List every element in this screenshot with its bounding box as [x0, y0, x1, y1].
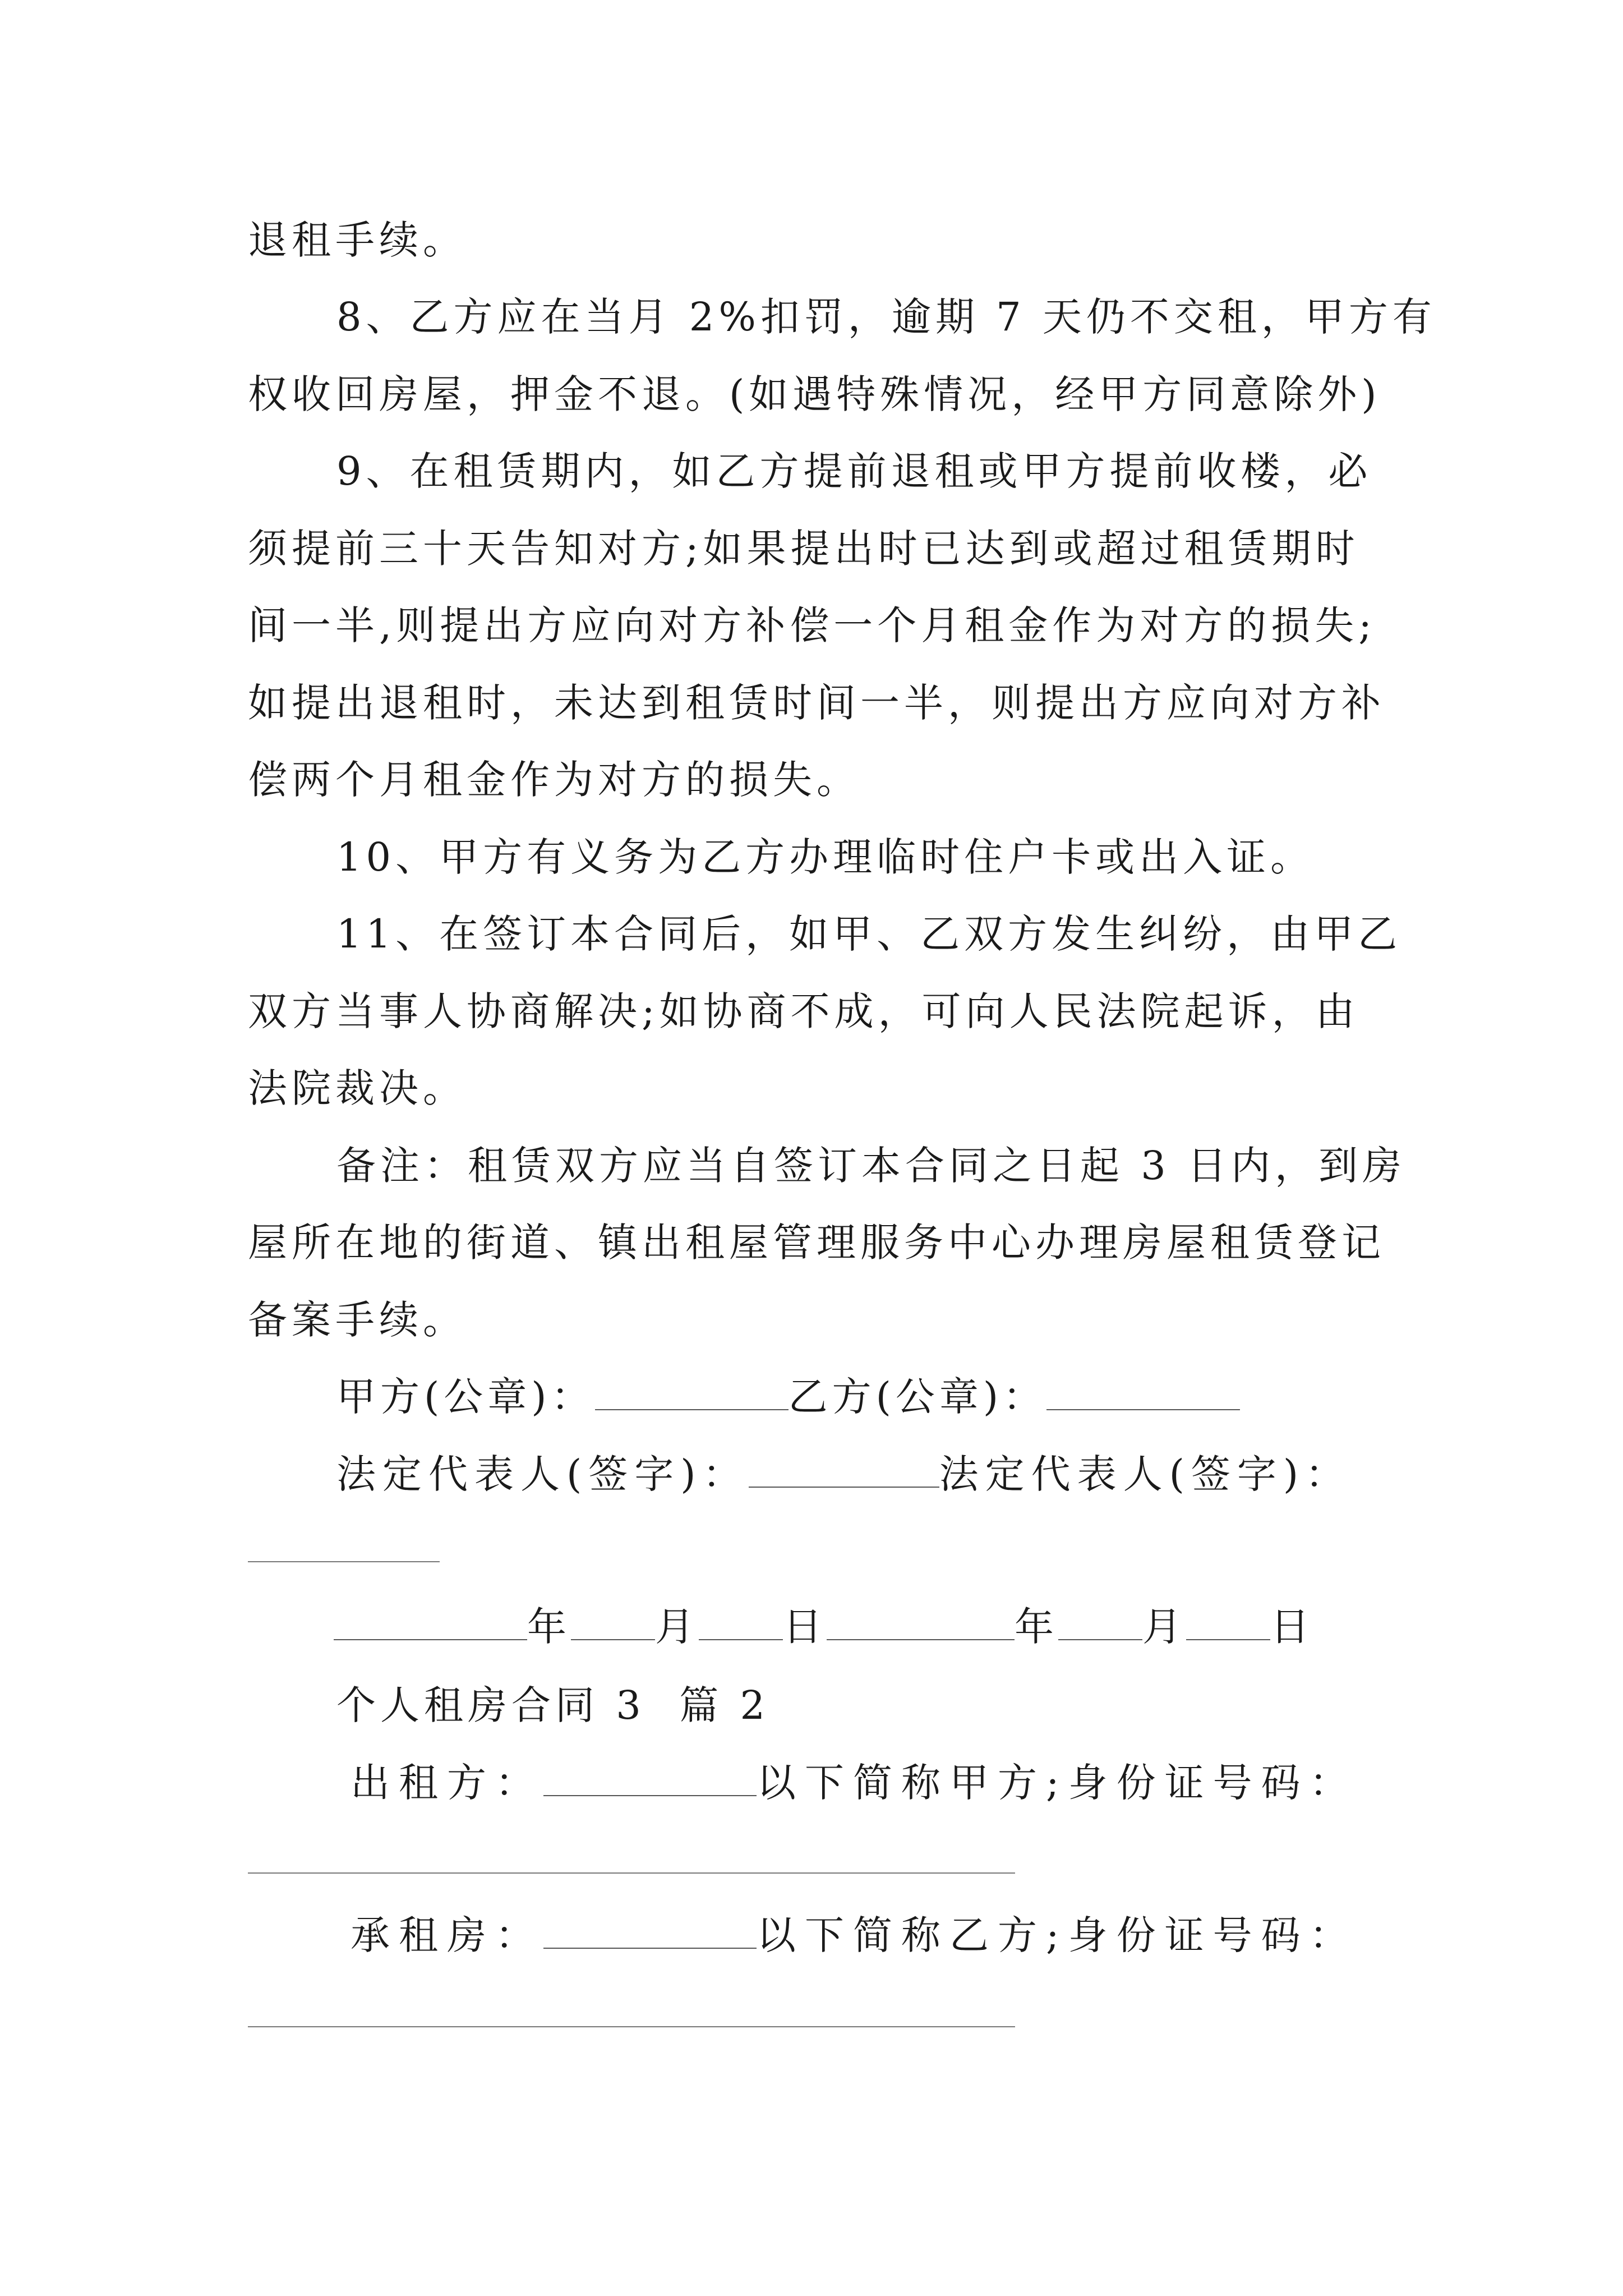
party-b-seal-label: 乙方(公章)：: [788, 1374, 1047, 1420]
date-b-month-label: 月: [1142, 1604, 1186, 1650]
lessee-label: 承租房：: [351, 1912, 543, 1958]
date-a-day-label: 日: [783, 1604, 827, 1650]
clause-9-line-5: 偿两个月租金作为对方的损失。: [248, 757, 860, 803]
clause-11-line-2: 双方当事人协商解决;如协商不成，可向人民法院起诉，由: [248, 988, 1359, 1034]
clause-11-line-3: 法院裁决。: [248, 1065, 467, 1111]
lessor-id-blank[interactable]: [248, 1872, 1015, 1874]
lessee-row: [351, 1907, 1358, 1963]
legal-rep-a-blank[interactable]: [749, 1454, 939, 1488]
date-b-month-blank[interactable]: [1058, 1607, 1142, 1640]
legal-rep-row: [336, 1446, 1351, 1502]
clause-9-line-1: 9、在租赁期内，如乙方提前退租或甲方提前收楼，必: [336, 448, 1372, 494]
remark-line-2: 屋所在地的街道、镇出租屋管理服务中心办理房屋租赁登记: [248, 1220, 1385, 1266]
clause-9-line-4: 如提出退租时，未达到租赁时间一半，则提出方应向对方补: [248, 680, 1385, 726]
party-b-seal-blank[interactable]: [1046, 1377, 1240, 1410]
paragraph-line: 退租手续。: [248, 217, 467, 263]
party-a-seal-blank[interactable]: [595, 1377, 789, 1410]
legal-rep-a-label: 法定代表人(签字)：: [336, 1451, 749, 1497]
lessee-name-blank[interactable]: [543, 1915, 757, 1949]
remark-line-3: 备案手续。: [248, 1297, 467, 1343]
date-a-year-label: 年: [527, 1604, 571, 1650]
clause-9-line-2: 须提前三十天告知对方;如果提出时已达到或超过租赁期时: [248, 526, 1359, 572]
legal-rep-b-label: 法定代表人(签字)：: [939, 1451, 1352, 1497]
date-b-day-label: 日: [1270, 1604, 1314, 1650]
legal-rep-b-blank[interactable]: [248, 1561, 440, 1562]
lessor-label: 出租方：: [351, 1760, 543, 1806]
clause-10-line: 10、甲方有义务为乙方办理临时住户卡或出入证。: [336, 834, 1315, 880]
seal-row: [336, 1369, 1240, 1425]
date-a-month-label: 月: [655, 1604, 699, 1650]
date-b-day-blank[interactable]: [1186, 1607, 1270, 1640]
lessee-id-blank[interactable]: [248, 2026, 1015, 2027]
lessor-row: [351, 1755, 1358, 1811]
date-a-day-blank[interactable]: [699, 1607, 783, 1640]
section-heading: 个人租房合同 3 篇 2: [336, 1682, 770, 1728]
lessor-suffix: 以下简称甲方;身份证号码：: [757, 1760, 1358, 1806]
date-b-year-label: 年: [1015, 1604, 1058, 1650]
date-b-year-blank[interactable]: [827, 1607, 1015, 1640]
clause-11-line-1: 11、在签订本合同后，如甲、乙双方发生纠纷，由甲乙: [336, 911, 1402, 957]
remark-line-1: 备注：租赁双方应当自签订本合同之日起 3 日内，到房: [336, 1143, 1407, 1189]
clause-8-line-2: 权收回房屋，押金不退。(如遇特殊情况，经甲方同意除外): [248, 371, 1381, 417]
clause-9-line-3: 间一半,则提出方应向对方补偿一个月租金作为对方的损失;: [248, 602, 1376, 648]
date-a-month-blank[interactable]: [571, 1607, 655, 1640]
lessee-suffix: 以下简称乙方;身份证号码：: [757, 1912, 1358, 1958]
lessor-name-blank[interactable]: [543, 1763, 757, 1796]
date-a-year-blank[interactable]: [334, 1607, 527, 1640]
date-row: [334, 1599, 1314, 1655]
party-a-seal-label: 甲方(公章)：: [336, 1374, 595, 1420]
clause-8-line-1: 8、乙方应在当月 2%扣罚，逾期 7 天仍不交租，甲方有: [336, 294, 1436, 340]
